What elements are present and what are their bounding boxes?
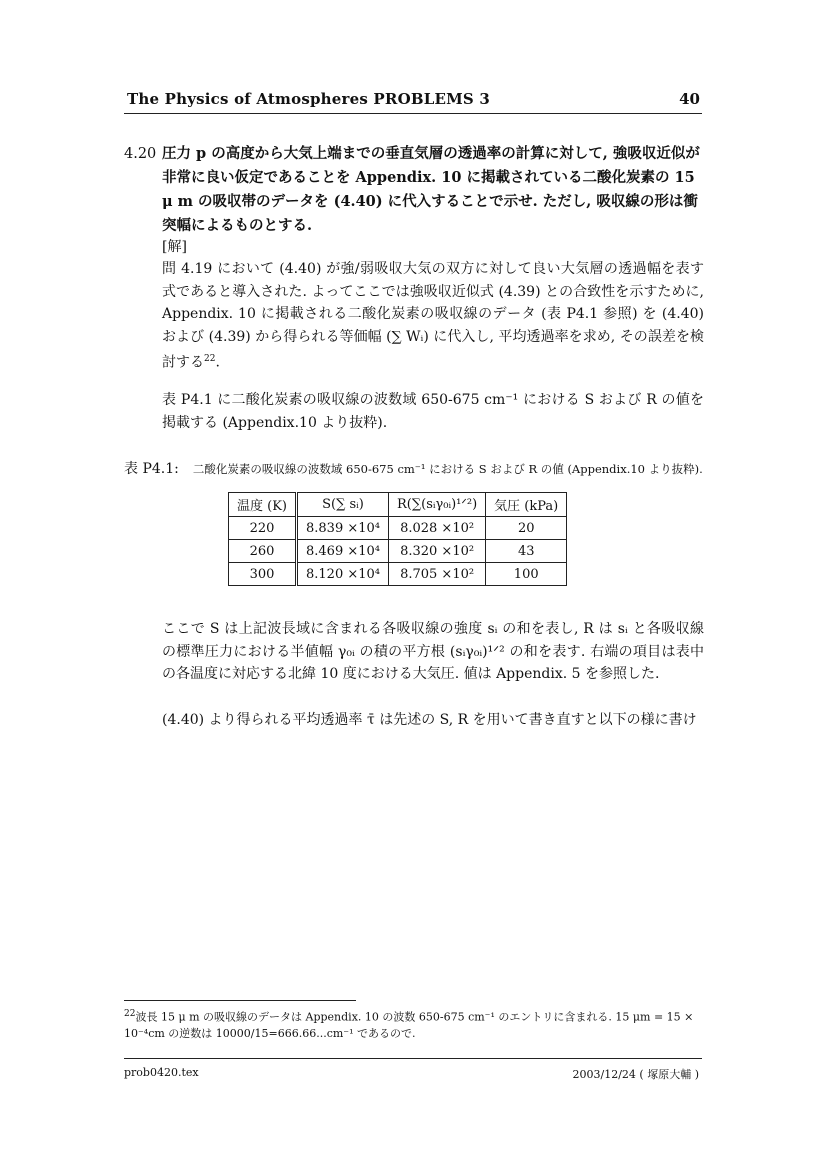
table-cell: 8.320 ×10²	[389, 540, 486, 563]
table-cell: 43	[486, 540, 567, 563]
table-cell: 8.120 ×10⁴	[297, 563, 389, 586]
table-cell: 220	[229, 517, 297, 540]
footnote	[124, 1006, 704, 1042]
table-cell: 8.028 ×10²	[389, 517, 486, 540]
footnote-rule	[124, 1000, 356, 1001]
table-header-cell: 気圧 (kPa)	[486, 493, 567, 517]
solution-label: [解]	[162, 239, 187, 255]
footnote-mark: 22	[204, 354, 216, 364]
footnote-number: 22	[124, 1009, 136, 1019]
solution-paragraph-1-text: 問 4.19 において (4.40) が強/弱吸収大気の双方に対して良い大気層の透過幅を表す式であると導入された. よってここでは強吸収近似式 (4.39) との合致性を示すために, Appendix. 10 に掲載される二酸化炭素の吸収線のデータ (表 P4.1 参照) を (4.40) および (4.39) から得られる等価幅 (∑ Wᵢ) に代入し, 平均透過率を求め, その誤差を検討する	[162, 261, 704, 371]
table-cell: 20	[486, 517, 567, 540]
footer-rule	[124, 1058, 702, 1059]
table-cell: 300	[229, 563, 297, 586]
solution-paragraph-3: ここで S は上記波長域に含まれる各吸収線の強度 sᵢ の和を表し, R は sᵢ と各吸収線の標準圧力における半値幅 γ₀ᵢ の積の平方根 (sᵢγ₀ᵢ)¹ᐟ² の和を表す. 右端の項目は表中の各温度に対応する北緯 10 度における大気圧. 値は Appendix. 5 を参照した.	[162, 621, 704, 682]
solution-paragraph-1	[162, 258, 704, 374]
solution-paragraph-4: (4.40) より得られる平均透過率 τ̄ は先述の S, R を用いて書き直すと以下の様に書け	[162, 712, 697, 728]
table-row	[229, 517, 567, 540]
table-caption	[124, 458, 704, 478]
table-row	[229, 563, 567, 586]
table-cell: 8.839 ×10⁴	[297, 517, 389, 540]
solution-paragraph-2: 表 P4.1 に二酸化炭素の吸収線の波数域 650-675 cm⁻¹ における S および R の値を掲載する (Appendix.10 より抜粋).	[162, 392, 704, 431]
problem-statement	[124, 142, 704, 238]
table-cell: 260	[229, 540, 297, 563]
footer-filename: prob0420.tex	[124, 1066, 199, 1079]
table-caption-text: 二酸化炭素の吸収線の波数域 650-675 cm⁻¹ における S および R の値 (Appendix.10 より抜粋).	[192, 462, 703, 476]
table-cell: 8.469 ×10⁴	[297, 540, 389, 563]
problem-text: 圧力 p の高度から大気上端までの垂直気層の透過率の計算に対して, 強吸収近似が非常に良い仮定であることを Appendix. 10 に掲載されている二酸化炭素の 15 μ m の吸収帯のデータを (4.40) に代入することで示せ. ただし, 吸収線の形は衝突幅によるものとする.	[162, 145, 700, 234]
table-header-cell: 温度 (K)	[229, 493, 297, 517]
table-cell: 100	[486, 563, 567, 586]
table-cell: 8.705 ×10²	[389, 563, 486, 586]
footnote-text: 波長 15 μ m の吸収線のデータは Appendix. 10 の波数 650-675 cm⁻¹ のエントリに含まれる. 15 μm = 15 × 10⁻⁴cm の逆数は 10000/15=666.66...cm⁻¹ であるので.	[124, 1010, 694, 1040]
page-number: 40	[679, 90, 700, 108]
table-header-cell: R(∑(sᵢγ₀ᵢ)¹ᐟ²)	[389, 493, 486, 517]
data-table	[228, 492, 567, 586]
solution-paragraph-1-end: .	[215, 354, 220, 371]
table-header-row	[229, 493, 567, 517]
table-caption-label: 表 P4.1:	[124, 461, 179, 477]
problem-number: 4.20	[124, 146, 157, 162]
footer-date-author: 2003/12/24 ( 塚原大輔 )	[572, 1068, 699, 1081]
table-header-cell: S(∑ sᵢ)	[297, 493, 389, 517]
table-row	[229, 540, 567, 563]
running-header-title: The Physics of Atmospheres PROBLEMS 3	[127, 90, 490, 108]
header-rule	[124, 113, 702, 114]
